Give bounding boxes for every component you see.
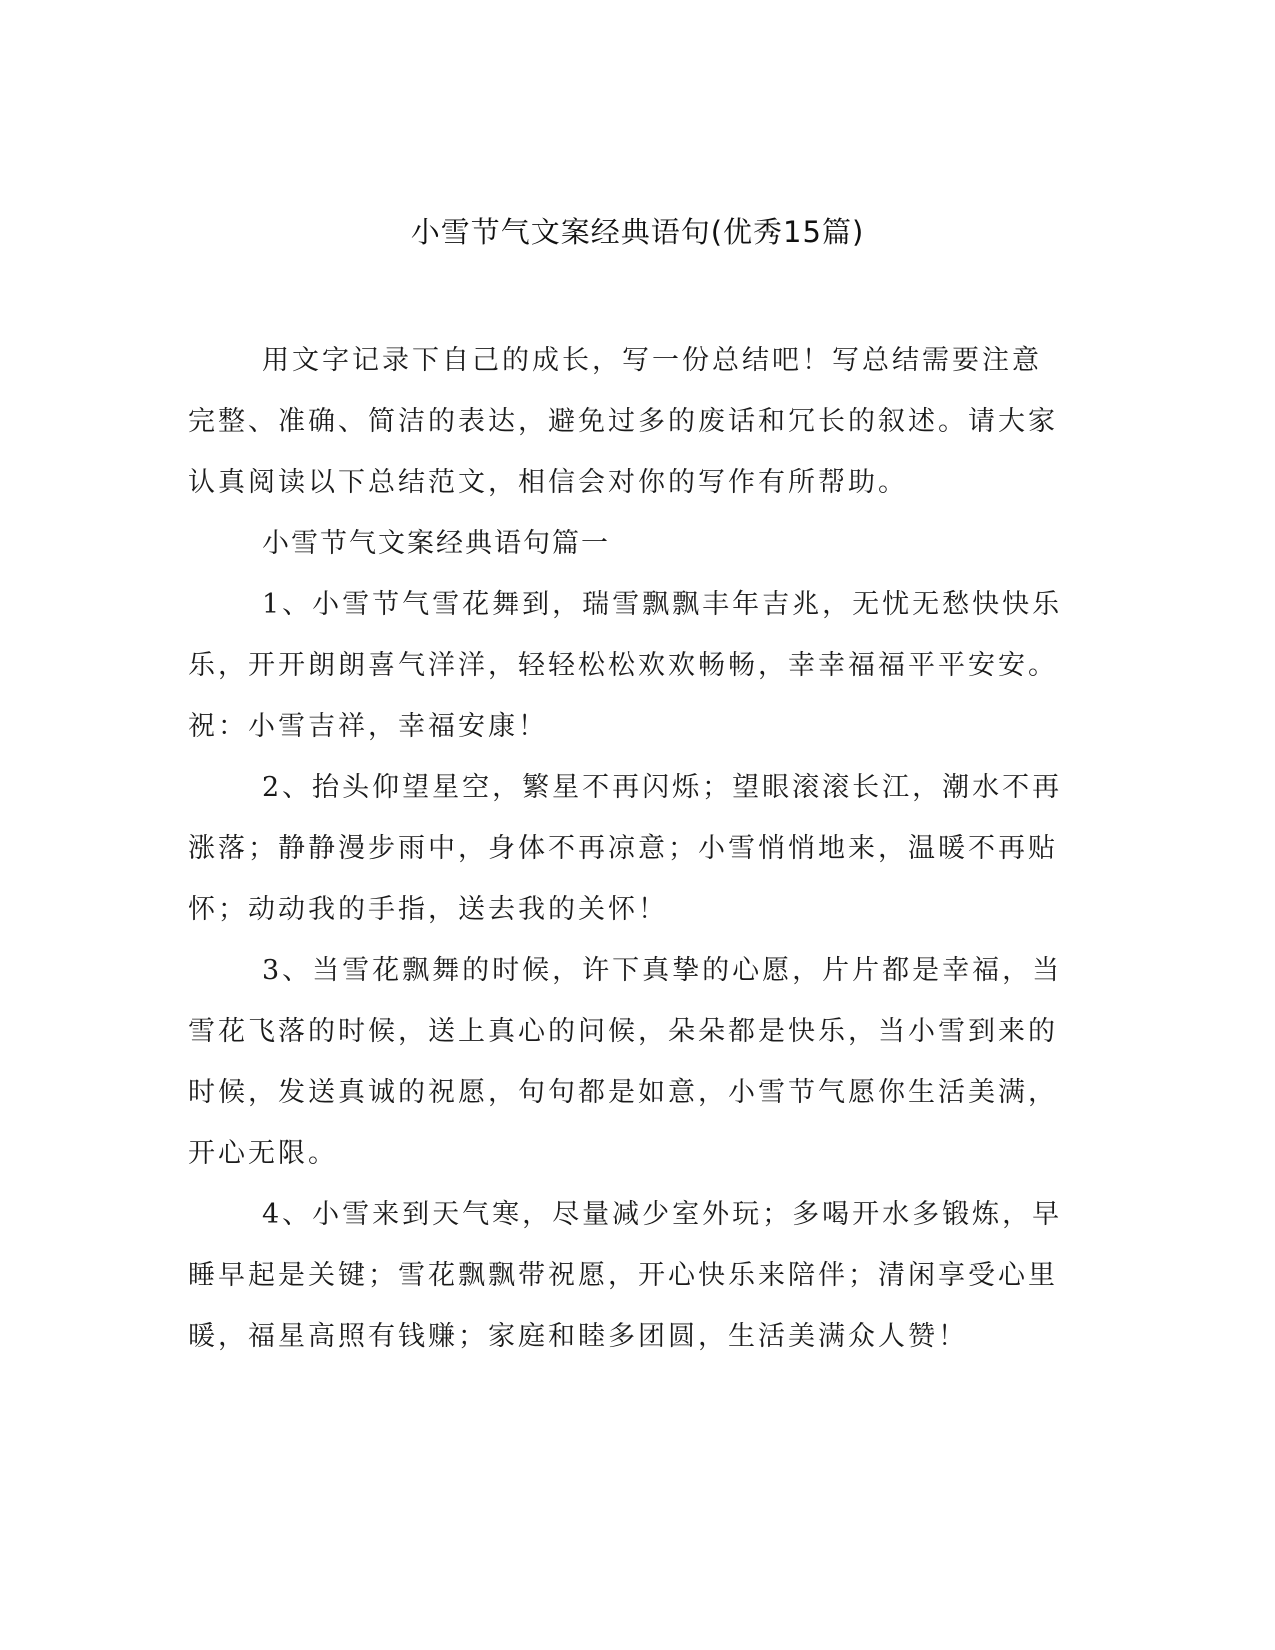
item-paragraph-4: 4、小雪来到天气寒，尽量减少室外玩；多喝开水多锻炼，早睡早起是关键；雪花飘飘带祝愿，开心快乐来陪伴；清闲享受心里暖，福星高照有钱赚；家庭和睦多团圆，生活美满众人赞！ xyxy=(188,1199,1063,1352)
intro-paragraph: 用文字记录下自己的成长，写一份总结吧！写总结需要注意完整、准确、简洁的表达，避免过多的废话和冗长的叙述。请大家认真阅读以下总结范文，相信会对你的写作有所帮助。 xyxy=(188,345,1058,498)
item-paragraph-3: 3、当雪花飘舞的时候，许下真挚的心愿，片片都是幸福，当雪花飞落的时候，送上真心的问候，朵朵都是快乐，当小雪到来的时候，发送真诚的祝愿，句句都是如意，小雪节气愿你生活美满，开心无限。 xyxy=(188,955,1063,1169)
document-title: 小雪节气文案经典语句(优秀15篇) xyxy=(410,215,865,249)
section-heading: 小雪节气文案经典语句篇一 xyxy=(262,528,610,559)
item-paragraph-2: 2、抬头仰望星空，繁星不再闪烁；望眼滚滚长江，潮水不再涨落；静静漫步雨中，身体不再凉意；小雪悄悄地来，温暖不再贴怀；动动我的手指，送去我的关怀！ xyxy=(188,772,1063,925)
document-body xyxy=(188,330,1068,1367)
item-paragraph-1: 1、小雪节气雪花舞到，瑞雪飘飘丰年吉兆，无忧无愁快快乐乐，开开朗朗喜气洋洋，轻轻松松欢欢畅畅，幸幸福福平平安安。祝：小雪吉祥，幸福安康！ xyxy=(188,589,1063,742)
